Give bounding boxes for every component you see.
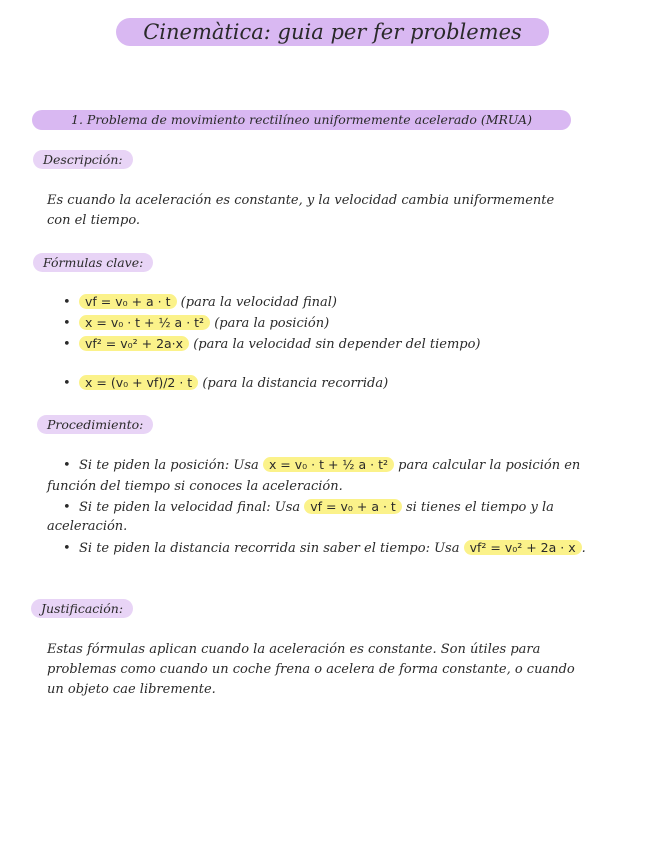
formula-item: [63, 313, 329, 334]
formula-highlight: vf = v₀ + a · t: [304, 499, 402, 514]
step-text: para calcular la posición en: [398, 458, 581, 473]
formula-item: [63, 292, 337, 313]
bullet-dot: •: [63, 316, 71, 331]
step-continuation: función del tiempo si conoces la aceleración.: [47, 479, 343, 494]
formula-highlight: vf² = v₀² + 2a·x: [79, 336, 189, 351]
formula-note: (para la velocidad sin depender del tiempo): [193, 337, 481, 352]
step-text: Si te piden la distancia recorrida sin saber el tiempo: Usa: [79, 541, 460, 556]
bullet-dot: •: [63, 541, 71, 556]
procedimiento-label: Procedimiento:: [37, 415, 153, 434]
bullet-dot: •: [63, 376, 71, 391]
justificacion-line-3: un objeto cae libremente.: [47, 682, 216, 697]
formula-highlight: vf² = v₀² + 2a · x: [464, 540, 582, 555]
descripcion-label: Descripción:: [33, 150, 133, 169]
step-text: si tienes el tiempo y la: [405, 500, 554, 515]
step-continuation: aceleración.: [47, 519, 128, 534]
formula-highlight: x = v₀ · t + ½ a · t²: [79, 315, 210, 330]
page-title: Cinemàtica: guia per fer problemes: [116, 18, 549, 46]
section-heading: 1. Problema de movimiento rectilíneo uniformemente acelerado (MRUA): [32, 110, 571, 130]
justificacion-line-1: Estas fórmulas aplican cuando la aceleración es constante. Son útiles para: [47, 642, 541, 657]
bullet-dot: •: [63, 458, 71, 473]
formula-highlight: vf = v₀ + a · t: [79, 294, 177, 309]
descripcion-line-1: Es cuando la aceleración es constante, y la velocidad cambia uniformemente: [47, 193, 555, 208]
procedure-step: [63, 538, 586, 559]
formulas-label: Fórmulas clave:: [33, 253, 153, 272]
bullet-dot: •: [63, 295, 71, 310]
formula-note: (para la velocidad final): [180, 295, 337, 310]
justificacion-text: [47, 640, 617, 700]
procedure-step: [63, 455, 580, 476]
formula-item: [63, 334, 481, 355]
formula-note: (para la posición): [214, 316, 330, 331]
step-text: Si te piden la posición: Usa: [79, 458, 259, 473]
descripcion-text: [47, 191, 617, 231]
bullet-dot: •: [63, 500, 71, 515]
descripcion-line-2: con el tiempo.: [47, 213, 141, 228]
justificacion-line-2: problemas como cuando un coche frena o acelera de forma constante, o cuando: [47, 662, 575, 677]
formula-highlight: x = v₀ · t + ½ a · t²: [263, 457, 394, 472]
procedure-step: [63, 497, 554, 518]
justificacion-label: Justificación:: [31, 599, 133, 618]
formula-note: (para la distancia recorrida): [202, 376, 389, 391]
step-text: .: [581, 541, 586, 556]
formula-highlight: x = (v₀ + vf)/2 · t: [79, 375, 198, 390]
bullet-dot: •: [63, 337, 71, 352]
step-text: Si te piden la velocidad final: Usa: [79, 500, 301, 515]
formula-item: [63, 373, 388, 394]
